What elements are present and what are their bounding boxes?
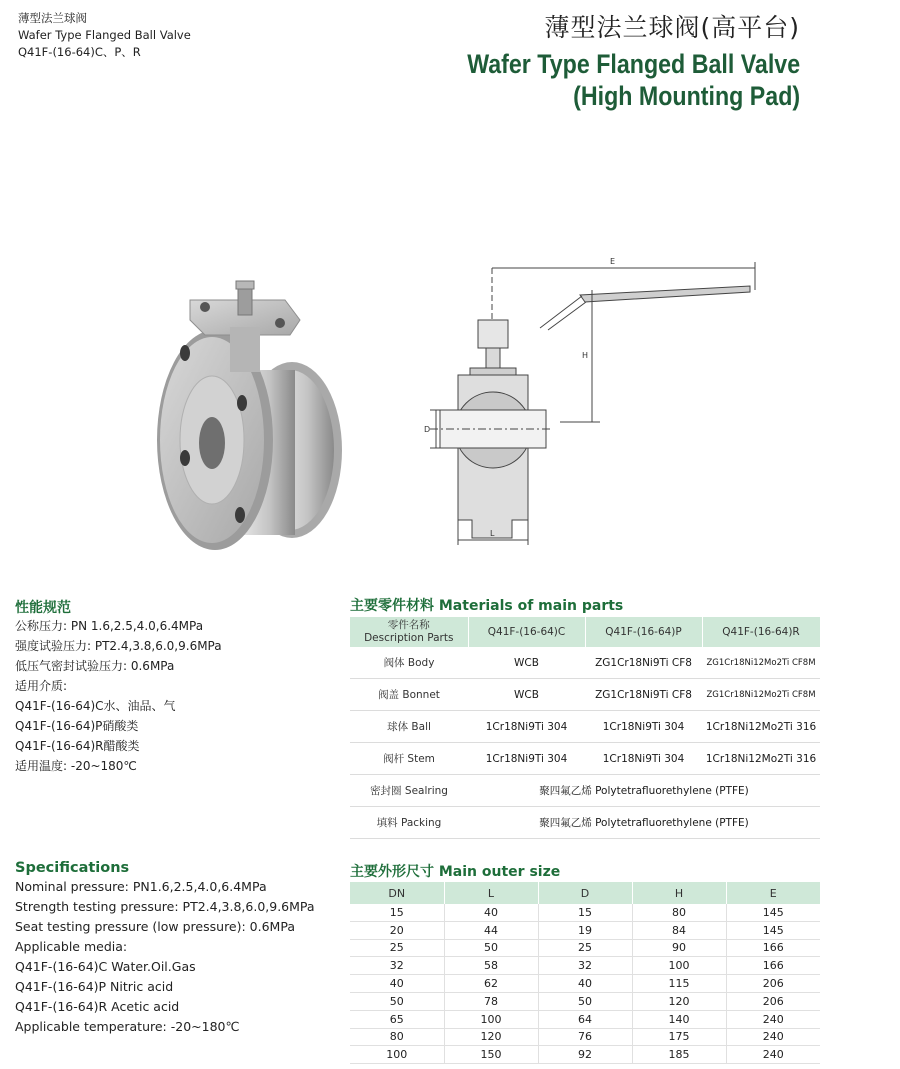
material-cell: ZG1Cr18Ni12Mo2Ti CF8M xyxy=(702,647,820,679)
dim-cell: 50 xyxy=(538,992,632,1010)
part-name: 阀体 Body xyxy=(350,647,468,679)
materials-header-parts xyxy=(350,617,468,647)
dimensions-header-row xyxy=(350,882,820,904)
dim-cell: 65 xyxy=(350,1010,444,1028)
dim-cell: 50 xyxy=(444,939,538,957)
performance-cn-title: 性能规范 xyxy=(15,600,71,616)
dim-cell: 50 xyxy=(350,992,444,1010)
spec-item: 强度试验压力: PT2.4,3.8,6.0,9.6MPa xyxy=(15,639,222,653)
table-row xyxy=(350,647,820,679)
table-row xyxy=(350,711,820,743)
valve-technical-drawing xyxy=(410,250,790,550)
dim-cell: 15 xyxy=(538,904,632,921)
table-row xyxy=(350,992,820,1010)
dim-header: E xyxy=(726,882,820,904)
dim-cell: 20 xyxy=(350,921,444,939)
dim-cell: 62 xyxy=(444,975,538,993)
performance-cn-list xyxy=(15,616,222,776)
dim-cell: 240 xyxy=(726,1028,820,1046)
table-row xyxy=(350,679,820,711)
dim-cell: 78 xyxy=(444,992,538,1010)
dim-header: L xyxy=(444,882,538,904)
material-cell-shared: 聚四氟乙烯 Polytetrafluorethylene (PTFE) xyxy=(468,807,820,839)
material-cell: 1Cr18Ni12Mo2Ti 316 xyxy=(702,743,820,775)
dim-cell: 80 xyxy=(632,904,726,921)
material-cell: 1Cr18Ni9Ti 304 xyxy=(585,743,702,775)
spec-item: Q41F-(16-64)C Water.Oil.Gas xyxy=(15,959,196,974)
dim-cell: 150 xyxy=(444,1046,538,1064)
table-row xyxy=(350,1046,820,1064)
dim-cell: 206 xyxy=(726,992,820,1010)
material-cell: ZG1Cr18Ni12Mo2Ti CF8M xyxy=(702,679,820,711)
dim-cell: 100 xyxy=(444,1010,538,1028)
dim-cell: 166 xyxy=(726,939,820,957)
dim-cell: 58 xyxy=(444,957,538,975)
dim-cell: 240 xyxy=(726,1046,820,1064)
page-title-cn: 薄型法兰球阀(高平台) xyxy=(544,13,800,42)
table-row xyxy=(350,743,820,775)
header-block xyxy=(18,10,191,61)
dim-cell: 32 xyxy=(350,957,444,975)
material-cell: ZG1Cr18Ni9Ti CF8 xyxy=(585,647,702,679)
dim-cell: 90 xyxy=(632,939,726,957)
dim-cell: 32 xyxy=(538,957,632,975)
spec-item: 适用温度: -20~180℃ xyxy=(15,759,137,773)
table-row xyxy=(350,1010,820,1028)
specifications-en-list xyxy=(15,877,315,1037)
dim-cell: 240 xyxy=(726,1010,820,1028)
dim-header: D xyxy=(538,882,632,904)
dimension-label-d: D xyxy=(424,425,431,434)
table-row xyxy=(350,807,820,839)
spec-item: 低压气密封试验压力: 0.6MPa xyxy=(15,659,175,673)
dimensions-title: 主要外形尺寸 Main outer size xyxy=(350,864,561,880)
materials-title: 主要零件材料 Materials of main parts xyxy=(350,598,624,614)
spec-item: Strength testing pressure: PT2.4,3.8,6.0,9.6MPa xyxy=(15,899,315,914)
table-row xyxy=(350,904,820,921)
page-title-en-line1: Wafer Type Flanged Ball Valve xyxy=(467,49,800,79)
dimensions-body xyxy=(350,904,820,1064)
spec-item: 公称压力: PN 1.6,2.5,4.0,6.4MPa xyxy=(15,619,204,633)
table-row xyxy=(350,975,820,993)
dim-cell: 15 xyxy=(350,904,444,921)
dim-cell: 185 xyxy=(632,1046,726,1064)
spec-item: Q41F-(16-64)P硝酸类 xyxy=(15,719,139,733)
dim-cell: 206 xyxy=(726,975,820,993)
part-name: 阀杆 Stem xyxy=(350,743,468,775)
dim-cell: 80 xyxy=(350,1028,444,1046)
table-row xyxy=(350,775,820,807)
dim-cell: 145 xyxy=(726,921,820,939)
dim-cell: 25 xyxy=(350,939,444,957)
dim-cell: 76 xyxy=(538,1028,632,1046)
table-row xyxy=(350,921,820,939)
valve-product-photo xyxy=(150,275,355,550)
materials-header-cn: 零件名称 xyxy=(387,619,430,631)
part-name: 球体 Ball xyxy=(350,711,468,743)
material-cell: 1Cr18Ni9Ti 304 xyxy=(468,711,585,743)
material-cell: 1Cr18Ni9Ti 304 xyxy=(585,711,702,743)
part-name: 密封圈 Sealring xyxy=(350,775,468,807)
material-cell-shared: 聚四氟乙烯 Polytetrafluorethylene (PTFE) xyxy=(468,775,820,807)
dim-cell: 44 xyxy=(444,921,538,939)
spec-item: 适用介质: xyxy=(15,679,68,693)
page-title-en-line2: (High Mounting Pad) xyxy=(573,81,800,111)
dim-cell: 40 xyxy=(350,975,444,993)
part-name: 阀盖 Bonnet xyxy=(350,679,468,711)
dim-cell: 140 xyxy=(632,1010,726,1028)
header-cn-name: 薄型法兰球阀 xyxy=(18,11,87,25)
dimension-label-l: L xyxy=(490,529,495,538)
dimension-label-h: H xyxy=(582,351,589,360)
dim-cell: 19 xyxy=(538,921,632,939)
page-title-en xyxy=(467,48,800,112)
part-name: 填料 Packing xyxy=(350,807,468,839)
dim-cell: 92 xyxy=(538,1046,632,1064)
dim-cell: 100 xyxy=(632,957,726,975)
dim-header: DN xyxy=(350,882,444,904)
materials-header-row xyxy=(350,617,820,647)
materials-header-en: Description Parts xyxy=(364,632,454,644)
material-cell: WCB xyxy=(468,679,585,711)
specifications-en-title: Specifications xyxy=(15,860,130,876)
spec-item: Nominal pressure: PN1.6,2.5,4.0,6.4MPa xyxy=(15,879,267,894)
spec-item: Applicable temperature: -20~180℃ xyxy=(15,1019,240,1034)
table-row xyxy=(350,957,820,975)
spec-item: Q41F-(16-64)C水、油品、气 xyxy=(15,699,176,713)
materials-header-col: Q41F-(16-64)C xyxy=(468,617,585,647)
header-en-name: Wafer Type Flanged Ball Valve xyxy=(18,28,191,42)
dim-cell: 145 xyxy=(726,904,820,921)
dim-cell: 40 xyxy=(444,904,538,921)
dim-cell: 115 xyxy=(632,975,726,993)
material-cell: 1Cr18Ni12Mo2Ti 316 xyxy=(702,711,820,743)
materials-header-col: Q41F-(16-64)R xyxy=(702,617,820,647)
dimensions-table xyxy=(350,882,820,1064)
dim-cell: 175 xyxy=(632,1028,726,1046)
dim-cell: 40 xyxy=(538,975,632,993)
table-row xyxy=(350,939,820,957)
spec-item: Q41F-(16-64)R醋酸类 xyxy=(15,739,140,753)
spec-item: Seat testing pressure (low pressure): 0.6MPa xyxy=(15,919,295,934)
table-row xyxy=(350,1028,820,1046)
materials-table xyxy=(350,617,821,839)
dim-cell: 120 xyxy=(632,992,726,1010)
dim-cell: 100 xyxy=(350,1046,444,1064)
material-cell: WCB xyxy=(468,647,585,679)
header-model: Q41F-(16-64)C、P、R xyxy=(18,45,141,59)
dim-cell: 84 xyxy=(632,921,726,939)
spec-item: Applicable media: xyxy=(15,939,128,954)
dimension-label-e: E xyxy=(610,257,616,266)
dim-cell: 25 xyxy=(538,939,632,957)
dim-cell: 166 xyxy=(726,957,820,975)
dim-cell: 120 xyxy=(444,1028,538,1046)
dim-header: H xyxy=(632,882,726,904)
material-cell: 1Cr18Ni9Ti 304 xyxy=(468,743,585,775)
spec-item: Q41F-(16-64)P Nitric acid xyxy=(15,979,174,994)
materials-header-col: Q41F-(16-64)P xyxy=(585,617,702,647)
dim-cell: 64 xyxy=(538,1010,632,1028)
material-cell: ZG1Cr18Ni9Ti CF8 xyxy=(585,679,702,711)
spec-item: Q41F-(16-64)R Acetic acid xyxy=(15,999,180,1014)
